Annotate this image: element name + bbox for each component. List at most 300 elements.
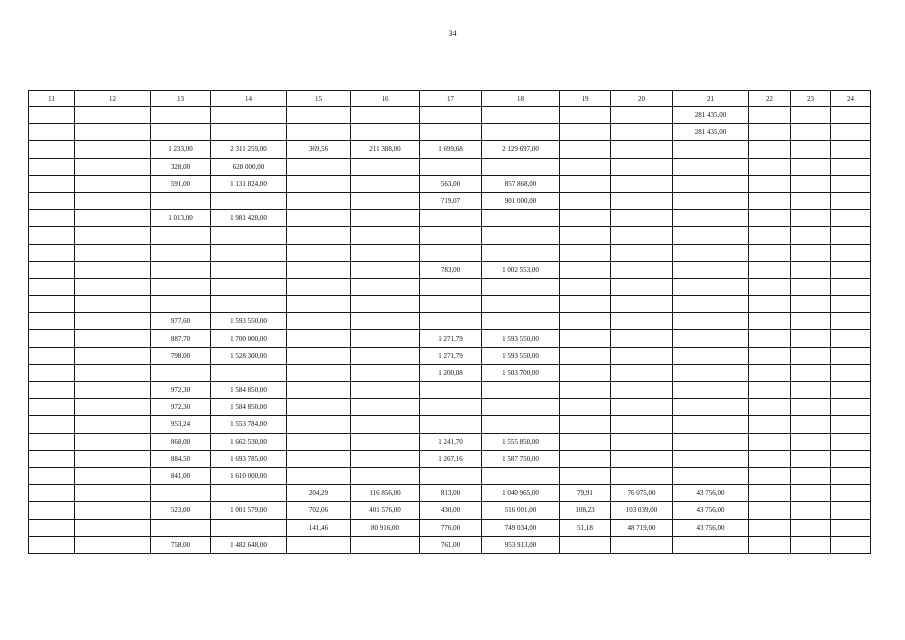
table-cell <box>749 227 791 244</box>
table-row <box>29 399 871 416</box>
table-cell <box>611 192 673 209</box>
table-cell: 977,60 <box>151 313 211 330</box>
table-row <box>29 485 871 502</box>
table-cell: 1 482 648,00 <box>211 536 287 553</box>
column-header: 19 <box>560 91 611 107</box>
table-cell <box>831 502 871 519</box>
table-row <box>29 330 871 347</box>
table-cell <box>831 296 871 313</box>
table-cell <box>673 313 749 330</box>
table-cell <box>29 519 75 536</box>
table-cell <box>351 433 420 450</box>
table-cell <box>211 519 287 536</box>
table-cell <box>611 107 673 124</box>
table-cell <box>749 278 791 295</box>
table-cell <box>749 536 791 553</box>
table-cell: 1 267,16 <box>420 450 482 467</box>
table-cell <box>351 175 420 192</box>
table-cell <box>749 124 791 141</box>
table-cell <box>351 296 420 313</box>
table-cell <box>611 364 673 381</box>
table-header <box>29 91 871 107</box>
table-row <box>29 192 871 209</box>
table-cell <box>560 107 611 124</box>
table-cell <box>75 244 151 261</box>
table-cell <box>75 416 151 433</box>
table-cell <box>287 416 351 433</box>
table-cell <box>831 347 871 364</box>
table-cell <box>611 467 673 484</box>
table-row <box>29 519 871 536</box>
table-cell <box>791 416 831 433</box>
table-cell <box>420 107 482 124</box>
table-cell: 887,70 <box>151 330 211 347</box>
table-row <box>29 536 871 553</box>
table-cell <box>673 210 749 227</box>
table-cell <box>673 141 749 158</box>
table-cell <box>29 210 75 227</box>
table-cell <box>673 467 749 484</box>
table-cell <box>29 433 75 450</box>
table-cell <box>151 296 211 313</box>
table-row <box>29 158 871 175</box>
table-cell <box>211 278 287 295</box>
table-cell: 1 271,79 <box>420 347 482 364</box>
table-cell <box>351 347 420 364</box>
header-row <box>29 91 871 107</box>
table-cell: 1 040 965,00 <box>482 485 560 502</box>
table-cell <box>482 210 560 227</box>
table-cell <box>75 107 151 124</box>
column-header: 17 <box>420 91 482 107</box>
table-cell <box>749 141 791 158</box>
table-cell <box>673 158 749 175</box>
table-row <box>29 210 871 227</box>
column-header: 15 <box>287 91 351 107</box>
table-cell <box>29 227 75 244</box>
table-cell: 901 000,00 <box>482 192 560 209</box>
table-row <box>29 502 871 519</box>
table-cell <box>673 296 749 313</box>
table-cell <box>560 347 611 364</box>
table-cell <box>791 227 831 244</box>
table-cell <box>151 107 211 124</box>
table-cell <box>75 433 151 450</box>
table-cell <box>287 399 351 416</box>
table-cell <box>351 382 420 399</box>
table-cell <box>287 450 351 467</box>
table-cell <box>791 244 831 261</box>
table-cell <box>351 244 420 261</box>
column-header: 20 <box>611 91 673 107</box>
table-cell <box>560 227 611 244</box>
table-cell <box>287 347 351 364</box>
table-cell <box>831 313 871 330</box>
table-cell: 80 916,00 <box>351 519 420 536</box>
table-cell <box>611 313 673 330</box>
table-cell <box>420 124 482 141</box>
table-cell: 1 593 550,00 <box>211 313 287 330</box>
table-cell <box>560 141 611 158</box>
table-cell <box>351 192 420 209</box>
table-cell <box>75 141 151 158</box>
table-cell <box>482 244 560 261</box>
table-cell: 884,50 <box>151 450 211 467</box>
table-cell <box>211 107 287 124</box>
table-cell: 1 131 824,00 <box>211 175 287 192</box>
table-cell <box>75 278 151 295</box>
table-cell <box>611 227 673 244</box>
table-cell <box>75 382 151 399</box>
table-cell <box>560 244 611 261</box>
table-cell <box>287 536 351 553</box>
table-cell <box>420 210 482 227</box>
table-cell <box>560 364 611 381</box>
table-cell <box>831 141 871 158</box>
table-cell: 1 241,70 <box>420 433 482 450</box>
table-cell <box>29 107 75 124</box>
table-cell <box>420 227 482 244</box>
table-cell: 953 913,00 <box>482 536 560 553</box>
table-cell: 116 856,00 <box>351 485 420 502</box>
table-cell <box>75 519 151 536</box>
table-cell: 1 001 579,00 <box>211 502 287 519</box>
table-cell <box>482 296 560 313</box>
table-cell <box>420 416 482 433</box>
table-cell <box>673 536 749 553</box>
table-cell: 401 576,00 <box>351 502 420 519</box>
table-cell <box>673 175 749 192</box>
table-cell: 813,00 <box>420 485 482 502</box>
table-cell <box>831 519 871 536</box>
table-cell <box>749 502 791 519</box>
table-cell: 972,30 <box>151 382 211 399</box>
table-cell <box>831 467 871 484</box>
column-header: 13 <box>151 91 211 107</box>
table-cell <box>791 124 831 141</box>
table-cell: 204,29 <box>287 485 351 502</box>
table-row <box>29 141 871 158</box>
table-cell <box>287 433 351 450</box>
table-cell <box>831 485 871 502</box>
table-cell <box>482 107 560 124</box>
table-cell <box>351 399 420 416</box>
table-cell <box>351 364 420 381</box>
column-header: 16 <box>351 91 420 107</box>
table-cell <box>611 175 673 192</box>
table-cell <box>791 347 831 364</box>
table-cell <box>287 467 351 484</box>
table-cell: 1 699,68 <box>420 141 482 158</box>
table-cell <box>287 124 351 141</box>
table-cell <box>673 416 749 433</box>
table-cell: 841,00 <box>151 467 211 484</box>
table-cell <box>351 261 420 278</box>
table-row <box>29 107 871 124</box>
table-cell <box>831 158 871 175</box>
table-cell <box>611 261 673 278</box>
table-row <box>29 313 871 330</box>
table-cell <box>351 158 420 175</box>
table-cell <box>211 244 287 261</box>
table-cell <box>560 536 611 553</box>
table-cell <box>482 278 560 295</box>
column-header: 23 <box>791 91 831 107</box>
table-cell <box>420 313 482 330</box>
table-cell: 2 311 259,00 <box>211 141 287 158</box>
table-cell <box>29 158 75 175</box>
table-cell <box>791 296 831 313</box>
table-cell <box>611 382 673 399</box>
table-cell: 1 593 550,00 <box>482 330 560 347</box>
table-cell <box>75 485 151 502</box>
table-cell <box>482 467 560 484</box>
table-row <box>29 364 871 381</box>
table-cell <box>351 536 420 553</box>
table-cell <box>75 192 151 209</box>
table-row <box>29 278 871 295</box>
table-cell <box>287 296 351 313</box>
table-cell <box>611 536 673 553</box>
table-cell <box>287 364 351 381</box>
table-cell <box>211 227 287 244</box>
table-cell <box>831 278 871 295</box>
table-cell <box>287 175 351 192</box>
table-cell: 1 233,00 <box>151 141 211 158</box>
table-cell: 76 075,00 <box>611 485 673 502</box>
table-cell <box>791 192 831 209</box>
table-cell <box>151 227 211 244</box>
column-header: 14 <box>211 91 287 107</box>
table-cell <box>482 158 560 175</box>
table-cell <box>351 330 420 347</box>
table-cell <box>749 364 791 381</box>
table-cell <box>611 330 673 347</box>
table-cell <box>831 192 871 209</box>
table-cell: 776,00 <box>420 519 482 536</box>
table-cell: 783,00 <box>420 261 482 278</box>
table-cell <box>29 364 75 381</box>
table-cell <box>749 519 791 536</box>
table-cell <box>749 244 791 261</box>
table-cell <box>831 107 871 124</box>
table-row <box>29 124 871 141</box>
table-cell: 1 555 850,00 <box>482 433 560 450</box>
table-cell <box>420 467 482 484</box>
table-cell <box>151 278 211 295</box>
table-cell <box>29 192 75 209</box>
table-cell: 43 756,00 <box>673 502 749 519</box>
table-cell <box>611 433 673 450</box>
column-header: 24 <box>831 91 871 107</box>
table-cell <box>560 278 611 295</box>
table-cell: 1 981 428,00 <box>211 210 287 227</box>
table-cell: 328,00 <box>151 158 211 175</box>
table-cell <box>75 124 151 141</box>
table-cell: 51,18 <box>560 519 611 536</box>
table-cell <box>831 330 871 347</box>
table-cell <box>211 485 287 502</box>
table-cell <box>29 313 75 330</box>
table-cell <box>791 158 831 175</box>
table-cell <box>749 261 791 278</box>
table-cell <box>749 467 791 484</box>
table-cell: 281 435,00 <box>673 124 749 141</box>
table-cell <box>831 536 871 553</box>
table-cell <box>560 450 611 467</box>
table-cell: 719,07 <box>420 192 482 209</box>
table-cell: 761,00 <box>420 536 482 553</box>
table-cell <box>791 502 831 519</box>
table-cell <box>211 364 287 381</box>
table-cell <box>749 347 791 364</box>
table-cell <box>560 158 611 175</box>
table-cell <box>560 416 611 433</box>
table-cell: 758,00 <box>151 536 211 553</box>
table-cell: 1 002 553,00 <box>482 261 560 278</box>
table-cell <box>287 192 351 209</box>
table-cell: 798,00 <box>151 347 211 364</box>
table-cell <box>611 278 673 295</box>
table-cell <box>791 519 831 536</box>
table-cell <box>791 278 831 295</box>
table-cell <box>831 227 871 244</box>
table-cell <box>75 227 151 244</box>
table-cell <box>420 382 482 399</box>
table-cell <box>611 124 673 141</box>
table-cell <box>611 158 673 175</box>
table-cell <box>560 382 611 399</box>
table-cell <box>791 485 831 502</box>
table-cell: 868,00 <box>151 433 211 450</box>
table-cell <box>29 502 75 519</box>
table-cell <box>75 296 151 313</box>
table-cell <box>791 313 831 330</box>
table-cell <box>560 467 611 484</box>
table-cell <box>482 124 560 141</box>
table-cell <box>29 175 75 192</box>
table-cell <box>151 124 211 141</box>
table-cell <box>560 210 611 227</box>
table-cell <box>75 364 151 381</box>
table-cell <box>791 210 831 227</box>
table-cell <box>560 192 611 209</box>
table-cell <box>287 107 351 124</box>
table-cell <box>791 107 831 124</box>
table-cell <box>211 296 287 313</box>
table-cell <box>831 175 871 192</box>
table-cell: 1 200,08 <box>420 364 482 381</box>
table-cell <box>749 330 791 347</box>
table-cell <box>673 399 749 416</box>
table-cell <box>351 450 420 467</box>
table-cell: 430,00 <box>420 502 482 519</box>
table-cell <box>151 485 211 502</box>
table-cell <box>749 485 791 502</box>
table-cell <box>420 244 482 261</box>
table-cell <box>29 467 75 484</box>
table-cell <box>482 416 560 433</box>
table-cell <box>673 227 749 244</box>
table-cell <box>29 536 75 553</box>
table-cell <box>151 192 211 209</box>
table-cell: 211 388,00 <box>351 141 420 158</box>
table-cell: 516 001,00 <box>482 502 560 519</box>
table-cell: 1 584 850,00 <box>211 399 287 416</box>
table-cell <box>791 330 831 347</box>
table-cell <box>611 347 673 364</box>
table-cell <box>673 450 749 467</box>
table-cell <box>791 536 831 553</box>
table-cell <box>791 382 831 399</box>
table-cell <box>29 141 75 158</box>
table-row <box>29 416 871 433</box>
table-cell <box>560 124 611 141</box>
table-cell <box>791 450 831 467</box>
table-cell <box>75 158 151 175</box>
table-cell <box>211 261 287 278</box>
table-cell <box>29 416 75 433</box>
table-cell <box>151 519 211 536</box>
table-cell <box>420 158 482 175</box>
table-cell <box>351 467 420 484</box>
table-cell: 702,06 <box>287 502 351 519</box>
column-header: 22 <box>749 91 791 107</box>
table-cell <box>749 450 791 467</box>
table-cell <box>611 244 673 261</box>
table-cell: 523,00 <box>151 502 211 519</box>
table-cell <box>482 382 560 399</box>
table-cell: 1 503 700,00 <box>482 364 560 381</box>
table-cell <box>831 416 871 433</box>
table-cell <box>287 227 351 244</box>
table-cell: 1 700 000,00 <box>211 330 287 347</box>
table-cell <box>75 347 151 364</box>
table-cell: 2 129 697,00 <box>482 141 560 158</box>
table-cell: 972,30 <box>151 399 211 416</box>
table-cell <box>673 347 749 364</box>
table-cell <box>560 296 611 313</box>
table-cell <box>29 347 75 364</box>
table-cell <box>151 364 211 381</box>
table-cell <box>749 158 791 175</box>
table-cell <box>211 192 287 209</box>
table-row <box>29 450 871 467</box>
table-cell: 591,00 <box>151 175 211 192</box>
table-cell <box>791 261 831 278</box>
page-number: 34 <box>448 29 457 38</box>
table-cell <box>611 210 673 227</box>
table-cell <box>673 261 749 278</box>
table-cell <box>287 261 351 278</box>
table-cell <box>791 175 831 192</box>
table-cell <box>482 399 560 416</box>
table-cell: 48 719,00 <box>611 519 673 536</box>
column-header: 18 <box>482 91 560 107</box>
table-cell: 628 000,00 <box>211 158 287 175</box>
table-cell <box>29 244 75 261</box>
table-row <box>29 261 871 278</box>
table-row <box>29 382 871 399</box>
table-cell <box>831 382 871 399</box>
table-cell <box>749 313 791 330</box>
table-cell <box>75 467 151 484</box>
table-cell <box>673 244 749 261</box>
table-cell <box>75 210 151 227</box>
table-cell <box>831 244 871 261</box>
table-cell <box>560 175 611 192</box>
table-cell <box>560 313 611 330</box>
